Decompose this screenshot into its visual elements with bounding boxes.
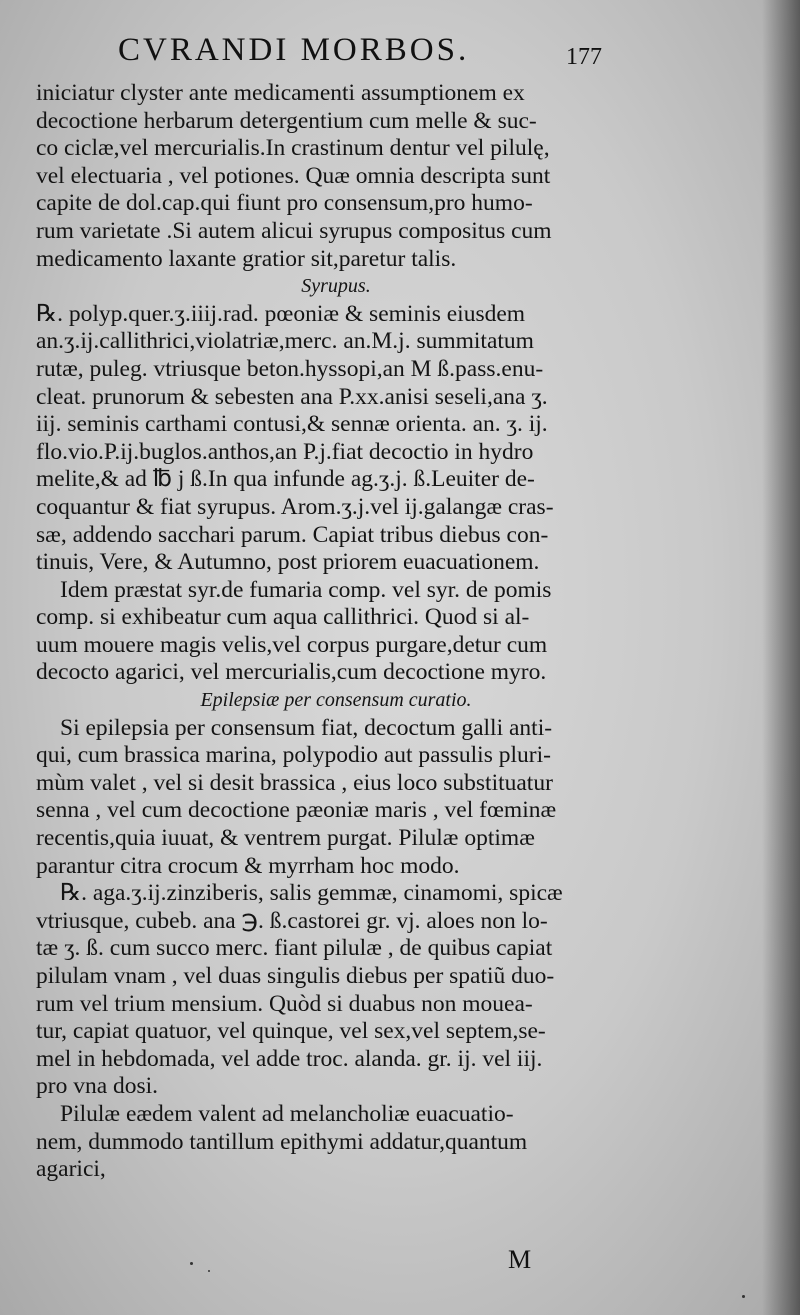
text-line: uum mouere magis velis,vel corpus purgare,detur cum — [36, 631, 548, 658]
text-line: co ciclæ,vel mercurialis.In crastinum dentur vel pilulę, — [36, 135, 550, 162]
text-line: flo.vio.P.ij.buglos.anthos,an P.j.fiat decoctio in hydro — [36, 438, 534, 465]
text-line: rum varietate .Si autem alicui syrupus compositus cum — [36, 217, 552, 244]
text-line: Idem præstat syr.de fumaria comp. vel syr. de pomis — [60, 576, 552, 603]
text-line: Si epilepsia per consensum fiat, decoctum galli anti- — [60, 714, 553, 741]
text-line: an.ʒ.ij.callithrici,violatriæ,merc. an.M.j. summitatum — [36, 328, 534, 355]
ink-speck — [742, 1295, 745, 1298]
text-line: pilulam vnam , vel duas singulis diebus per spatiũ duo- — [36, 963, 555, 989]
text-line: melite,& ad ℔ j ß.In qua infunde ag.ʒ.j. ß.Leuiter de- — [36, 466, 535, 493]
text-line: Pilulæ eædem valent ad melancholiæ euacuatio- — [60, 1100, 514, 1127]
text-line: senna , vel cum decoctione pæoniæ maris , vel fœminæ — [36, 797, 557, 824]
text-line: sæ, addendo sacchari parum. Capiat tribus diebus con- — [36, 521, 549, 548]
text-line: coquantur & fiat syrupus. Arom.ʒ.j.vel ij.galangæ cras- — [36, 493, 554, 520]
text-line: decocto agarici, vel mercurialis,cum decoctione myro. — [36, 659, 547, 686]
text-line: qui, cum brassica marina, polypodio aut passulis pluri- — [36, 742, 551, 769]
text-line: tinuis, Vere, & Autumno, post priorem euacuationem. — [36, 549, 540, 576]
text-line: cleat. prunorum & sebesten ana P.xx.anisi seseli,ana ʒ. — [36, 383, 548, 410]
text-line: pro vna dosi. — [36, 1073, 159, 1100]
text-line: agarici, — [36, 1156, 106, 1183]
page-number: 177 — [566, 44, 602, 70]
text-line: nem, dummodo tantillum epithymi addatur,quantum — [36, 1128, 528, 1155]
text-line: mùm valet , vel si desit brassica , eius loco substituatur — [36, 769, 553, 796]
ink-speck — [208, 1270, 210, 1272]
text-line: vel electuaria , vel potiones. Quæ omnia descripta sunt — [36, 162, 551, 189]
text-line: parantur citra crocum & myrrham hoc modo. — [36, 852, 460, 879]
text-line: ℞. aga.ʒ.ij.zinziberis, salis gemmæ, cinamomi, spicæ — [60, 880, 563, 907]
text-line: mel in hebdomada, vel adde troc. alanda. gr. ij. vel iij. — [36, 1045, 543, 1072]
text-line: ℞. polyp.quer.ʒ.iiij.rad. pœoniæ & seminis eiusdem — [36, 300, 526, 327]
body-text — [36, 80, 636, 1184]
text-line: medicamento laxante gratior sit,paretur talis. — [36, 245, 457, 272]
text-line: iij. seminis carthami contusi,& sennæ orienta. an. ʒ. ij. — [36, 411, 548, 438]
text-line: tæ ʒ. ß. cum succo merc. fiant pilulæ , de quibus capiat — [36, 935, 553, 962]
page-header — [0, 28, 800, 78]
text-line: decoctione herbarum detergentium cum melle & suc- — [36, 107, 537, 134]
running-head: CVRANDI MORBOS. — [118, 32, 470, 68]
text-line: tur, capiat quatuor, vel quinque, vel sex,vel septem,se- — [36, 1018, 546, 1045]
text-line: iniciatur clyster ante medicamenti assumptionem ex — [36, 80, 525, 106]
text-line: comp. si exhibeatur cum aqua callithrici. Quod si al- — [36, 604, 530, 631]
ink-speck — [190, 1262, 193, 1265]
text-line: vtriusque, cubeb. ana ℈. ß.castorei gr. vj. aloes non lo- — [36, 907, 548, 934]
text-line: recentis,quia iuuat, & ventrem purgat. Pilulæ optimæ — [36, 825, 535, 852]
section-heading-syrupus: Syrupus. — [301, 275, 371, 298]
section-heading-epilepsia: Epilepsiæ per consensum curatio. — [200, 689, 472, 712]
text-line: rum vel trium mensium. Quòd si duabus non moueа- — [36, 990, 533, 1017]
text-line: rutæ, puleg. vtriusque beton.hyssopi,an M ß.pass.enu- — [36, 355, 544, 382]
catchword: M — [508, 1245, 532, 1274]
text-line: capite de dol.cap.qui fiunt pro consensum,pro humo- — [36, 190, 533, 217]
